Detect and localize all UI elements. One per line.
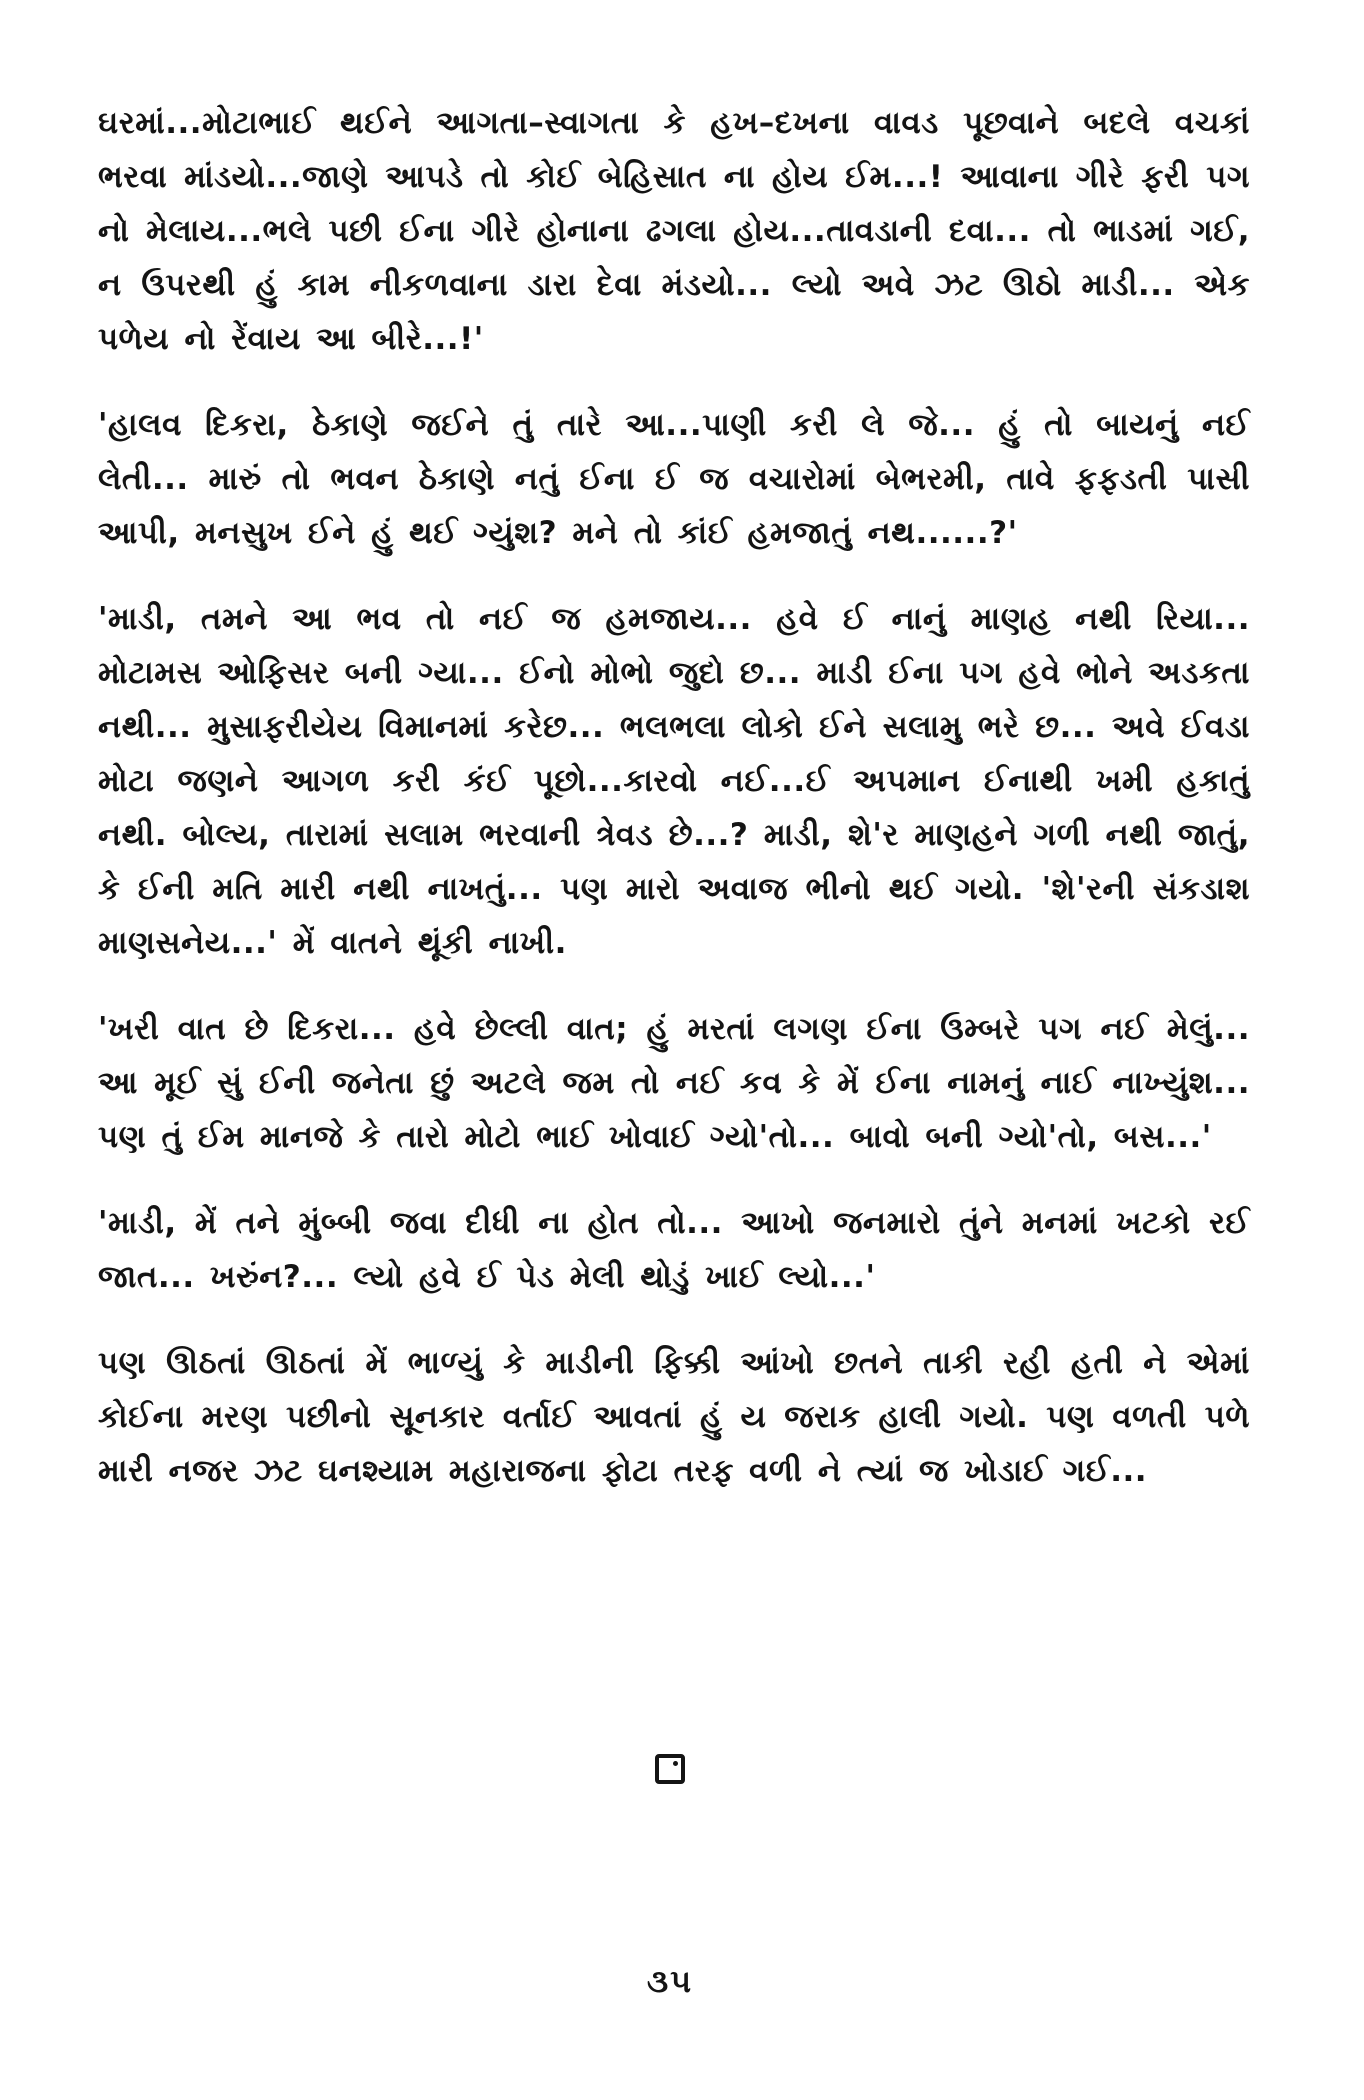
paragraph-5: 'માડી, મેં તને મુંબ્બી જવા દીધી ના હોત તો... આખો જનમારો તુંને મનમાં ખટકો રઈ જાત... ખરુંન?... લ્યો હવે ઈ પેડ મેલી થોડું ખાઈ લ્યો...' — [98, 1205, 1250, 1295]
paragraph-2: 'હાલવ દિકરા, ઠેકાણે જઈને તું તારે આ...પાણી કરી લે જે... હું તો બાયનું નઈ લેતી... મારું તો ભવન ઠેકાણે નતું ઈના ઈ જ વચારોમાં બેભરમી, તાવે ફફડતી પાસી આપી, મનસુખ ઈને હું થઈ ગ્યુંશ? મને તો કાંઈ હમજાતું નથ......?' — [98, 407, 1250, 551]
paragraph-4: 'ખરી વાત છે દિકરા... હવે છેલ્લી વાત; હું મરતાં લગણ ઈના ઉમ્બરે પગ નઈ મેલું... આ મૂઈ સું ઈની જનેતા છું અટલે જમ તો નઈ કવ કે મેં ઈના નામનું નાઈ નાખ્યુંશ... પણ તું ઈમ માનજે કે તારો મોટો ભાઈ ખોવાઈ ગ્યો'તો... બાવો બની ગ્યો'તો, બસ...' — [98, 1011, 1250, 1155]
end-of-story-icon — [655, 1754, 685, 1784]
paragraph-6: પણ ઊઠતાં ઊઠતાં મેં ભાળ્યું કે માડીની ફિક્કી આંખો છતને તાકી રહી હતી ને એમાં કોઈના મરણ પછીનો સૂનકાર વર્તાઈ આવતાં હું ય જરાક હાલી ગયો. પણ વળતી પળે મારી નજર ઝટ ઘનશ્યામ મહારાજના ફોટા તરફ વળી ને ત્યાં જ ખોડાઈ ગઈ... — [98, 1345, 1250, 1489]
page-number: ૩૫ — [646, 1962, 694, 2000]
page-body — [98, 96, 1250, 1530]
paragraph-3: 'માડી, તમને આ ભવ તો નઈ જ હમજાય... હવે ઈ નાનું માણહ નથી રિયા... મોટામસ ઓફિસર બની ગ્યા... ઈનો મોભો જુદો છ... માડી ઈના પગ હવે ભોને અડકતા નથી... મુસાફરીયેય વિમાનમાં કરેછ... ભલભલા લોકો ઈને સલામુ ભરે છ... અવે ઈવડા મોટા જણને આગળ કરી કંઈ પૂછો...કારવો નઈ...ઈ અપમાન ઈનાથી ખમી હકાતું નથી. બોલ્ય, તારામાં સલામ ભરવાની ત્રેવડ છે...? માડી, શે'ર માણહને ગળી નથી જાતું, કે ઈની મતિ મારી નથી નાખતું... પણ મારો અવાજ ભીનો થઈ ગયો. 'શે'રની સંકડાશ માણસનેય...' મેં વાતને થૂંકી નાખી. — [98, 601, 1250, 961]
paragraph-1: ઘરમાં...મોટાભાઈ થઈને આગતા–સ્વાગતા કે હખ–દખના વાવડ પૂછવાને બદલે વચકાં ભરવા માંડયો...જાણે આપડે તો કોઈ બેહિસાત ના હોય ઈમ...! આવાના ગીરે ફરી પગ નો મેલાય...ભલે પછી ઈના ગીરે હોનાના ઢગલા હોય...તાવડાની દવા... તો ભાડમાં ગઈ, ન ઉપરથી હું કામ નીકળવાના ડારા દેવા મંડયો... લ્યો અવે ઝટ ઊઠો માડી... એક પળેય નો રેંવાય આ બીરે...!' — [98, 105, 1250, 357]
